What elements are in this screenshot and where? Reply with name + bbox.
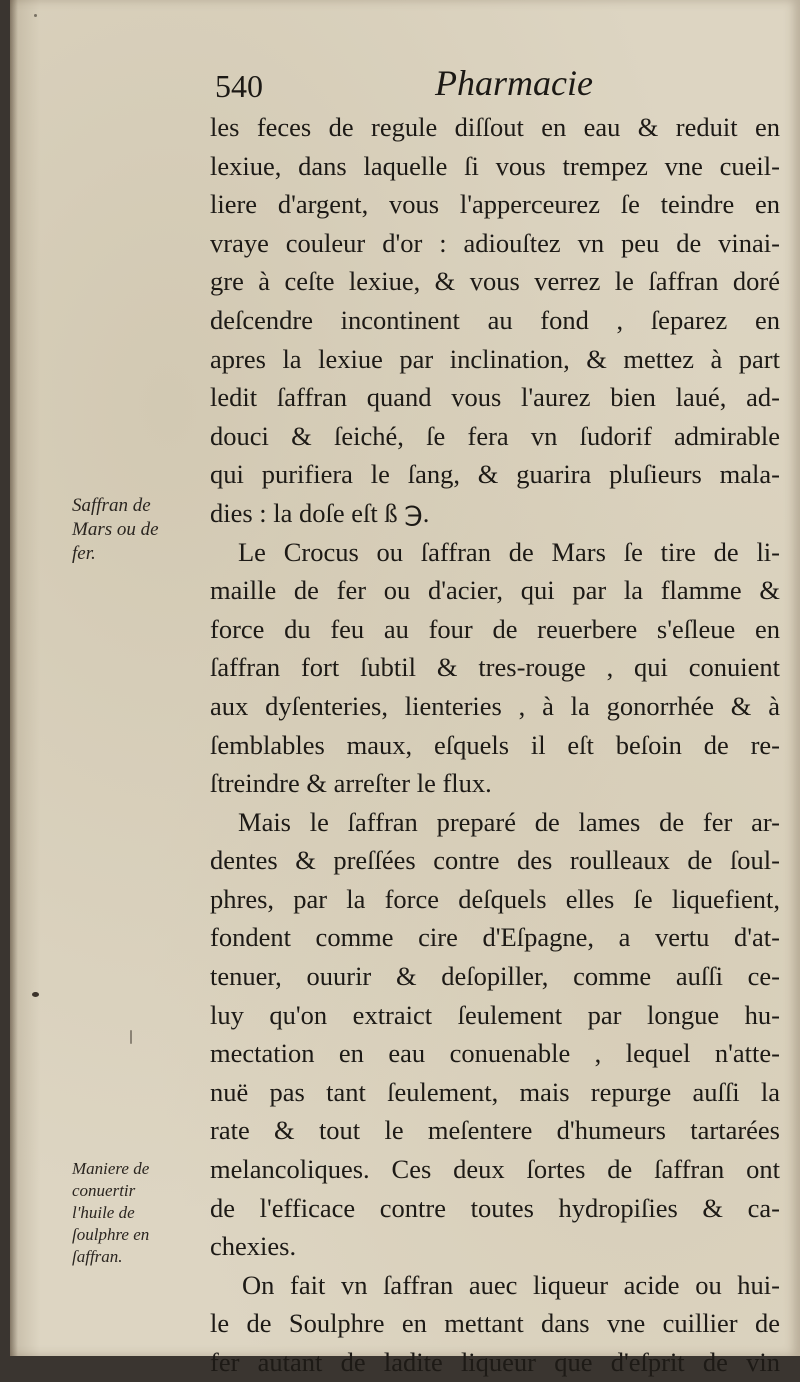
page-number: 540 <box>215 68 263 104</box>
text-line: chexies. <box>210 1231 297 1262</box>
text-line: ledit ſaffran quand vous l'aurez bien laué, ad- <box>210 382 780 413</box>
text-line: les feces de regule diſſout en eau & reduit en <box>210 112 780 142</box>
margin-note-line: ſaffran. <box>72 1247 123 1266</box>
text-line: liere d'argent, vous l'apperceurez ſe teindre en <box>210 189 780 220</box>
text-line: gre à ceſte lexiue, & vous verrez le ſaffran doré <box>210 266 780 297</box>
text-line: tenuer, ouurir & deſopiller, comme auſſi ce- <box>210 961 780 992</box>
text-line: ſemblables maux, eſquels il eſt beſoin de re- <box>210 729 780 760</box>
margin-note-line: Mars ou de <box>72 519 159 540</box>
running-title: Pharmacie <box>435 63 593 103</box>
text-line: phres, par la force deſquels elles ſe liquefient, <box>210 883 780 914</box>
text-line: ſaffran fort ſubtil & tres-rouge , qui conuient <box>210 652 780 683</box>
text-line: vraye couleur d'or : adiouſtez vn peu de vinai- <box>210 227 780 258</box>
text-line: ſtreindre & arreſter le flux. <box>210 768 492 799</box>
text-line: douci & ſeiché, ſe fera vn ſudorif admirable <box>210 420 780 451</box>
text-line: lexiue, dans laquelle ſi vous trempez vne cueil- <box>210 150 780 181</box>
text-line: Le Crocus ou ſaffran de Mars ſe tire de li- <box>238 536 780 567</box>
text-line: le de Soulphre en mettant dans vne cuillier de <box>210 1308 780 1339</box>
margin-note-line: Maniere de <box>72 1159 150 1178</box>
text-line: qui purifiera le ſang, & guarira pluſieurs mala- <box>210 459 780 490</box>
margin-note-line: conuertir <box>72 1181 136 1200</box>
text-line: apres la lexiue par inclination, & mettez à part <box>210 343 780 374</box>
body-text <box>210 108 780 1382</box>
text-line: melancoliques. Ces deux ſortes de ſaffran ont <box>210 1154 780 1185</box>
ink-speck <box>34 14 37 17</box>
text-line: de l'efficace contre toutes hydropiſies & ca- <box>210 1192 780 1223</box>
gutter-shadow <box>10 0 18 1356</box>
text-line: deſcendre incontinent au fond , ſeparez en <box>210 304 780 335</box>
text-line: Mais le ſaffran preparé de lames de fer ar- <box>238 806 780 837</box>
ink-speck <box>130 1030 132 1044</box>
margin-note-line: Saffran de <box>72 495 151 516</box>
text-line: nuë pas tant ſeulement, mais repurge auſſi la <box>210 1076 780 1107</box>
page-header <box>205 58 765 106</box>
ink-speck <box>32 992 39 997</box>
text-line: luy qu'on extraict ſeulement par longue hu- <box>210 999 780 1030</box>
margin-note-line: l'huile de <box>72 1203 135 1222</box>
margin-note-saffran-de-mars <box>72 494 202 566</box>
text-line: rate & tout le meſentere d'humeurs tartarées <box>210 1115 780 1146</box>
text-line: dentes & preſſées contre des roulleaux de ſoul- <box>210 845 780 876</box>
book-page <box>10 0 800 1377</box>
text-line: force du feu au four de reuerbere s'eſleue en <box>210 613 780 644</box>
text-line: fer autant de ladite liqueur que d'eſprit de vin <box>210 1347 780 1377</box>
text-line: aux dyſenteries, lienteries , à la gonorrhée & à <box>210 690 780 721</box>
text-line: dies : la doſe eſt ß ℈. <box>210 497 430 528</box>
margin-note-maniere <box>72 1158 202 1268</box>
text-line: mectation en eau conuenable , lequel n'atte- <box>210 1038 780 1069</box>
text-line: maille de fer ou d'acier, qui par la flamme & <box>210 575 780 606</box>
margin-note-line: fer. <box>72 543 96 564</box>
text-line: On fait vn ſaffran auec liqueur acide ou hui- <box>242 1269 780 1300</box>
margin-note-line: ſoulphre en <box>72 1225 150 1244</box>
text-line: fondent comme cire d'Eſpagne, a vertu d'at- <box>210 922 780 953</box>
